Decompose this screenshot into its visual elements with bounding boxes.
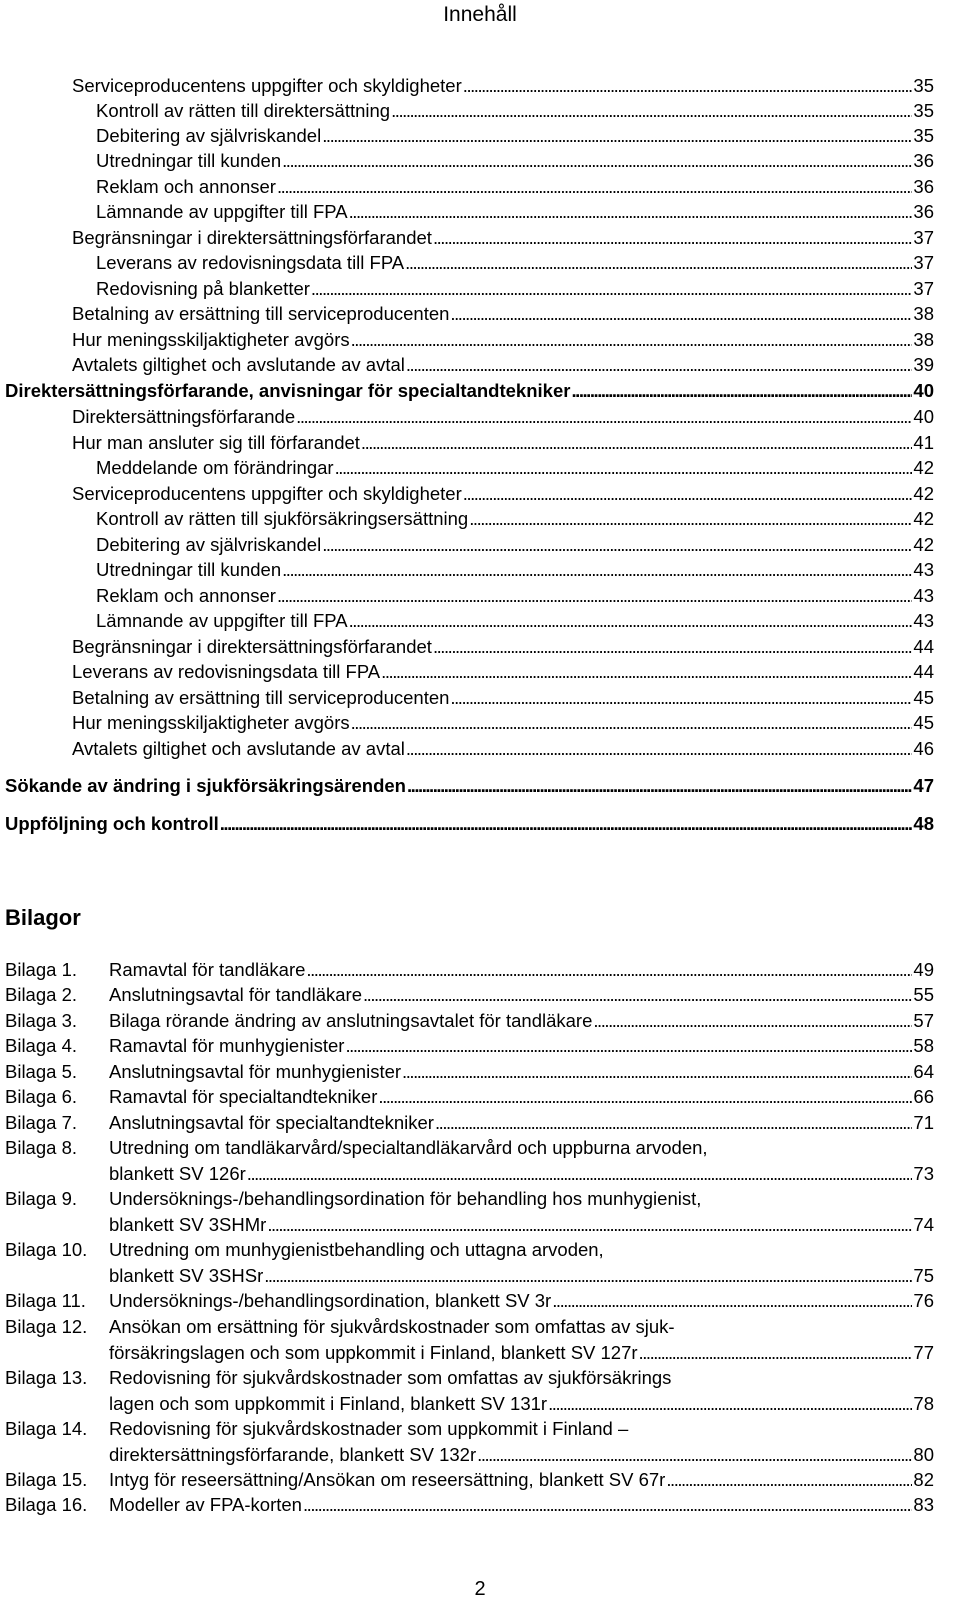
toc-entry[interactable]: [96, 175, 934, 199]
entry-title: direktersättningsförfarande, blankett SV 132r: [109, 1443, 477, 1465]
entry-title: Hur meningsskiljaktigheter avgörs: [72, 712, 350, 733]
entry-title: Begränsningar i direktersättningsförfarandet: [72, 636, 432, 657]
dot-leader: [433, 226, 912, 250]
entry-title: Leverans av redovisningsdata till FPA: [72, 661, 381, 682]
entry-title: Redovisning på blanketter: [96, 278, 310, 299]
toc-entry[interactable]: [5, 379, 934, 403]
entry-title: Serviceproducentens uppgifter och skyldigheter: [72, 483, 462, 504]
toc-entry[interactable]: [72, 353, 934, 377]
entry-title: Lämnande av uppgifter till FPA: [96, 610, 348, 631]
entry-page-number: 76: [913, 1290, 934, 1311]
entry-page-number: 58: [913, 1035, 934, 1056]
bilaga-label: Bilaga 13.: [5, 1367, 88, 1388]
bilaga-label: Bilaga 2.: [5, 984, 77, 1005]
toc-entry[interactable]: [96, 533, 934, 557]
bilaga-entry[interactable]: [109, 1085, 934, 1109]
bilaga-label: Bilaga 4.: [5, 1035, 77, 1056]
entry-page-number: 82: [913, 1469, 934, 1490]
entry-title: Ramavtal för specialtandtekniker: [109, 1086, 378, 1107]
entry-title: Reklam och annonser: [96, 585, 276, 606]
bilaga-label: Bilaga 14.: [5, 1418, 88, 1439]
dot-leader: [378, 1085, 912, 1109]
dot-leader: [247, 1162, 913, 1186]
toc-entry[interactable]: [5, 812, 934, 836]
entry-page-number: 45: [913, 687, 934, 708]
entry-title: Lämnande av uppgifter till FPA: [96, 201, 348, 222]
dot-leader: [220, 812, 913, 836]
toc-entry[interactable]: [72, 482, 934, 506]
entry-page-number: 37: [913, 278, 934, 299]
toc-entry[interactable]: [96, 124, 934, 148]
entry-page-number: 41: [913, 432, 934, 453]
dot-leader: [469, 507, 912, 531]
bilaga-title-line: Undersöknings-/behandlingsordination för behandling hos munhygienist,: [109, 1188, 702, 1209]
entry-page-number: 37: [913, 227, 934, 248]
entry-title: Leverans av redovisningsdata till FPA: [96, 252, 405, 273]
entry-title: Anslutningsavtal för munhygienister: [109, 1061, 402, 1082]
dot-leader: [552, 1289, 912, 1313]
entry-page-number: 38: [913, 303, 934, 324]
entry-page-number: 42: [913, 483, 934, 504]
bilaga-label: Bilaga 12.: [5, 1316, 88, 1337]
entry-page-number: 57: [913, 1010, 934, 1031]
toc-entry[interactable]: [72, 226, 934, 250]
entry-title: Hur meningsskiljaktigheter avgörs: [72, 329, 350, 350]
page-header: Innehåll: [443, 3, 517, 26]
entry-page-number: 35: [913, 125, 934, 146]
entry-page-number: 43: [913, 559, 934, 580]
entry-title: Hur man ansluter sig till förfarandet: [72, 432, 360, 453]
dot-leader: [405, 251, 912, 275]
entry-page-number: 47: [913, 775, 934, 796]
entry-page-number: 36: [913, 201, 934, 222]
bilaga-entry[interactable]: [109, 958, 934, 982]
dot-leader: [450, 686, 912, 710]
entry-title: Ramavtal för tandläkare: [109, 959, 306, 980]
bilaga-label: Bilaga 7.: [5, 1112, 77, 1133]
bilaga-label: Bilaga 10.: [5, 1239, 88, 1260]
bilaga-entry[interactable]: [109, 1341, 934, 1365]
dot-leader: [345, 1034, 912, 1058]
dot-leader: [571, 379, 912, 403]
entry-title: blankett SV 3SHMr: [109, 1213, 267, 1235]
entry-title: Avtalets giltighet och avslutande av avtal: [72, 738, 405, 759]
toc-entry[interactable]: [72, 74, 934, 98]
dot-leader: [311, 277, 913, 301]
toc-entry[interactable]: [72, 737, 934, 761]
entry-page-number: 80: [913, 1443, 934, 1465]
dot-leader: [322, 533, 912, 557]
bilaga-label: Bilaga 6.: [5, 1086, 77, 1107]
entry-page-number: 36: [913, 150, 934, 171]
bilaga-entry[interactable]: [109, 1009, 934, 1033]
dot-leader: [335, 456, 913, 480]
entry-title: Utredningar till kunden: [96, 150, 282, 171]
bilaga-entry[interactable]: [109, 1034, 934, 1058]
entry-title: Undersöknings-/behandlingsordination, blankett SV 3r: [109, 1290, 552, 1311]
bilaga-title-line: Redovisning för sjukvårdskostnader som omfattas av sjukförsäkrings: [109, 1367, 672, 1388]
bilaga-entry[interactable]: [109, 1392, 934, 1416]
dot-leader: [406, 737, 913, 761]
dot-leader: [351, 328, 913, 352]
entry-title: Meddelande om förändringar: [96, 457, 334, 478]
entry-title: Uppföljning och kontroll: [5, 813, 219, 834]
dot-leader: [277, 584, 912, 608]
bilaga-title-line: Redovisning för sjukvårdskostnader som uppkommit i Finland –: [109, 1418, 629, 1439]
bilaga-label: Bilaga 11.: [5, 1290, 86, 1311]
bilaga-title-line: Utredning om munhygienistbehandling och uttagna arvoden,: [109, 1239, 604, 1260]
entry-page-number: 83: [913, 1494, 934, 1515]
entry-page-number: 71: [913, 1112, 934, 1133]
entry-title: Reklam och annonser: [96, 176, 276, 197]
bilaga-label: Bilaga 9.: [5, 1188, 77, 1209]
toc-entry[interactable]: [72, 635, 934, 659]
toc-entry[interactable]: [96, 507, 934, 531]
bilaga-entry[interactable]: [109, 1443, 934, 1467]
dot-leader: [361, 431, 913, 455]
dot-leader: [264, 1264, 912, 1288]
dot-leader: [303, 1493, 912, 1517]
entry-page-number: 73: [913, 1162, 934, 1184]
entry-page-number: 48: [913, 813, 934, 834]
entry-page-number: 45: [913, 712, 934, 733]
bilaga-label: Bilaga 3.: [5, 1010, 77, 1031]
entry-page-number: 55: [913, 984, 934, 1005]
entry-title: Anslutningsavtal för specialtandtekniker: [109, 1112, 434, 1133]
toc-entry[interactable]: [72, 660, 934, 684]
bilaga-entry[interactable]: [109, 1493, 934, 1517]
entry-page-number: 44: [913, 661, 934, 682]
entry-title: Modeller av FPA-korten: [109, 1494, 302, 1515]
entry-page-number: 35: [913, 100, 934, 121]
toc-entry[interactable]: [96, 609, 934, 633]
dot-leader: [282, 558, 912, 582]
dot-leader: [463, 482, 913, 506]
toc-entry[interactable]: [96, 584, 934, 608]
dot-leader: [351, 711, 913, 735]
bilaga-title-line: Ansökan om ersättning för sjukvårdskostnader som omfattas av sjuk-: [109, 1316, 675, 1337]
bilaga-entry[interactable]: [109, 1264, 934, 1288]
entry-title: Intyg för reseersättning/Ansökan om reseersättning, blankett SV 67r: [109, 1469, 666, 1490]
dot-leader: [306, 958, 912, 982]
entry-page-number: 77: [913, 1341, 934, 1363]
dot-leader: [407, 774, 912, 798]
entry-title: Direktersättningsförfarande, anvisningar för specialtandtekniker: [5, 380, 571, 401]
toc-entry[interactable]: [72, 302, 934, 326]
entry-page-number: 75: [913, 1264, 934, 1286]
entry-title: Sökande av ändring i sjukförsäkringsärenden: [5, 775, 406, 796]
entry-page-number: 40: [913, 380, 934, 401]
bilaga-label: Bilaga 16.: [5, 1494, 88, 1515]
entry-page-number: 39: [913, 354, 934, 375]
entry-title: blankett SV 3SHSr: [109, 1264, 264, 1286]
toc-entry[interactable]: [72, 686, 934, 710]
entry-page-number: 42: [913, 534, 934, 555]
dot-leader: [639, 1341, 913, 1365]
toc-entry[interactable]: [96, 456, 934, 480]
entry-page-number: 37: [913, 252, 934, 273]
entry-title: Bilaga rörande ändring av anslutningsavtalet för tandläkare: [109, 1010, 593, 1031]
dot-leader: [433, 635, 912, 659]
dot-leader: [282, 149, 912, 173]
bilaga-label: Bilaga 5.: [5, 1061, 77, 1082]
bilaga-label: Bilaga 15.: [5, 1469, 88, 1490]
entry-title: Kontroll av rätten till sjukförsäkringsersättning: [96, 508, 469, 529]
entry-title: Utredningar till kunden: [96, 559, 282, 580]
bilaga-label: Bilaga 1.: [5, 959, 77, 980]
dot-leader: [463, 74, 913, 98]
entry-title: Serviceproducentens uppgifter och skyldigheter: [72, 75, 462, 96]
toc-entry[interactable]: [96, 251, 934, 275]
dot-leader: [349, 609, 913, 633]
toc-entry[interactable]: [96, 99, 934, 123]
entry-title: Anslutningsavtal för tandläkare: [109, 984, 362, 1005]
dot-leader: [391, 99, 912, 123]
entry-page-number: 66: [913, 1086, 934, 1107]
entry-page-number: 42: [913, 457, 934, 478]
entry-title: Betalning av ersättning till serviceproducenten: [72, 687, 450, 708]
dot-leader: [363, 983, 912, 1007]
dot-leader: [322, 124, 912, 148]
dot-leader: [435, 1111, 912, 1135]
dot-leader: [548, 1392, 912, 1416]
bilaga-entry[interactable]: [109, 1162, 934, 1186]
entry-page-number: 35: [913, 75, 934, 96]
toc-entry[interactable]: [96, 149, 934, 173]
toc-entry[interactable]: [72, 405, 934, 429]
toc-entry[interactable]: [96, 277, 934, 301]
bilaga-entry[interactable]: [109, 1213, 934, 1237]
dot-leader: [277, 175, 912, 199]
toc-entry[interactable]: [72, 711, 934, 735]
dot-leader: [406, 353, 913, 377]
bilaga-entry[interactable]: [109, 1060, 934, 1084]
toc-entry[interactable]: [72, 328, 934, 352]
entry-title: försäkringslagen och som uppkommit i Finland, blankett SV 127r: [109, 1341, 638, 1363]
bilaga-entry[interactable]: [109, 1289, 934, 1313]
entry-page-number: 42: [913, 508, 934, 529]
entry-page-number: 43: [913, 585, 934, 606]
entry-page-number: 43: [913, 610, 934, 631]
entry-page-number: 38: [913, 329, 934, 350]
entry-title: Debitering av självriskandel: [96, 125, 322, 146]
dot-leader: [666, 1468, 912, 1492]
dot-leader: [477, 1443, 912, 1467]
entry-page-number: 64: [913, 1061, 934, 1082]
bilaga-entry[interactable]: [109, 983, 934, 1007]
page-number: 2: [474, 1578, 486, 1600]
entry-page-number: 78: [913, 1392, 934, 1414]
toc-entry[interactable]: [96, 558, 934, 582]
bilaga-entry[interactable]: [109, 1111, 934, 1135]
bilaga-entry[interactable]: [109, 1468, 934, 1492]
entry-page-number: 49: [913, 959, 934, 980]
dot-leader: [450, 302, 912, 326]
dot-leader: [267, 1213, 912, 1237]
entry-title: lagen och som uppkommit i Finland, blankett SV 131r: [109, 1392, 548, 1414]
entry-page-number: 74: [913, 1213, 934, 1235]
entry-title: blankett SV 126r: [109, 1162, 246, 1184]
toc-entry[interactable]: [72, 431, 934, 455]
entry-title: Avtalets giltighet och avslutande av avtal: [72, 354, 405, 375]
entry-title: Betalning av ersättning till serviceproducenten: [72, 303, 450, 324]
bilaga-label: Bilaga 8.: [5, 1137, 77, 1158]
bilagor-heading: Bilagor: [5, 905, 81, 930]
entry-title: Ramavtal för munhygienister: [109, 1035, 345, 1056]
dot-leader: [593, 1009, 912, 1033]
dot-leader: [296, 405, 912, 429]
entry-page-number: 36: [913, 176, 934, 197]
dot-leader: [402, 1060, 912, 1084]
entry-title: Direktersättningsförfarande: [72, 406, 296, 427]
entry-page-number: 40: [913, 406, 934, 427]
toc-entry[interactable]: [96, 200, 934, 224]
entry-title: Debitering av självriskandel: [96, 534, 322, 555]
toc-entry[interactable]: [5, 774, 934, 798]
entry-page-number: 46: [913, 738, 934, 759]
entry-page-number: 44: [913, 636, 934, 657]
dot-leader: [349, 200, 913, 224]
entry-title: Begränsningar i direktersättningsförfarandet: [72, 227, 432, 248]
dot-leader: [381, 660, 912, 684]
entry-title: Kontroll av rätten till direktersättning: [96, 100, 391, 121]
bilaga-title-line: Utredning om tandläkarvård/specialtandläkarvård och uppburna arvoden,: [109, 1137, 708, 1158]
